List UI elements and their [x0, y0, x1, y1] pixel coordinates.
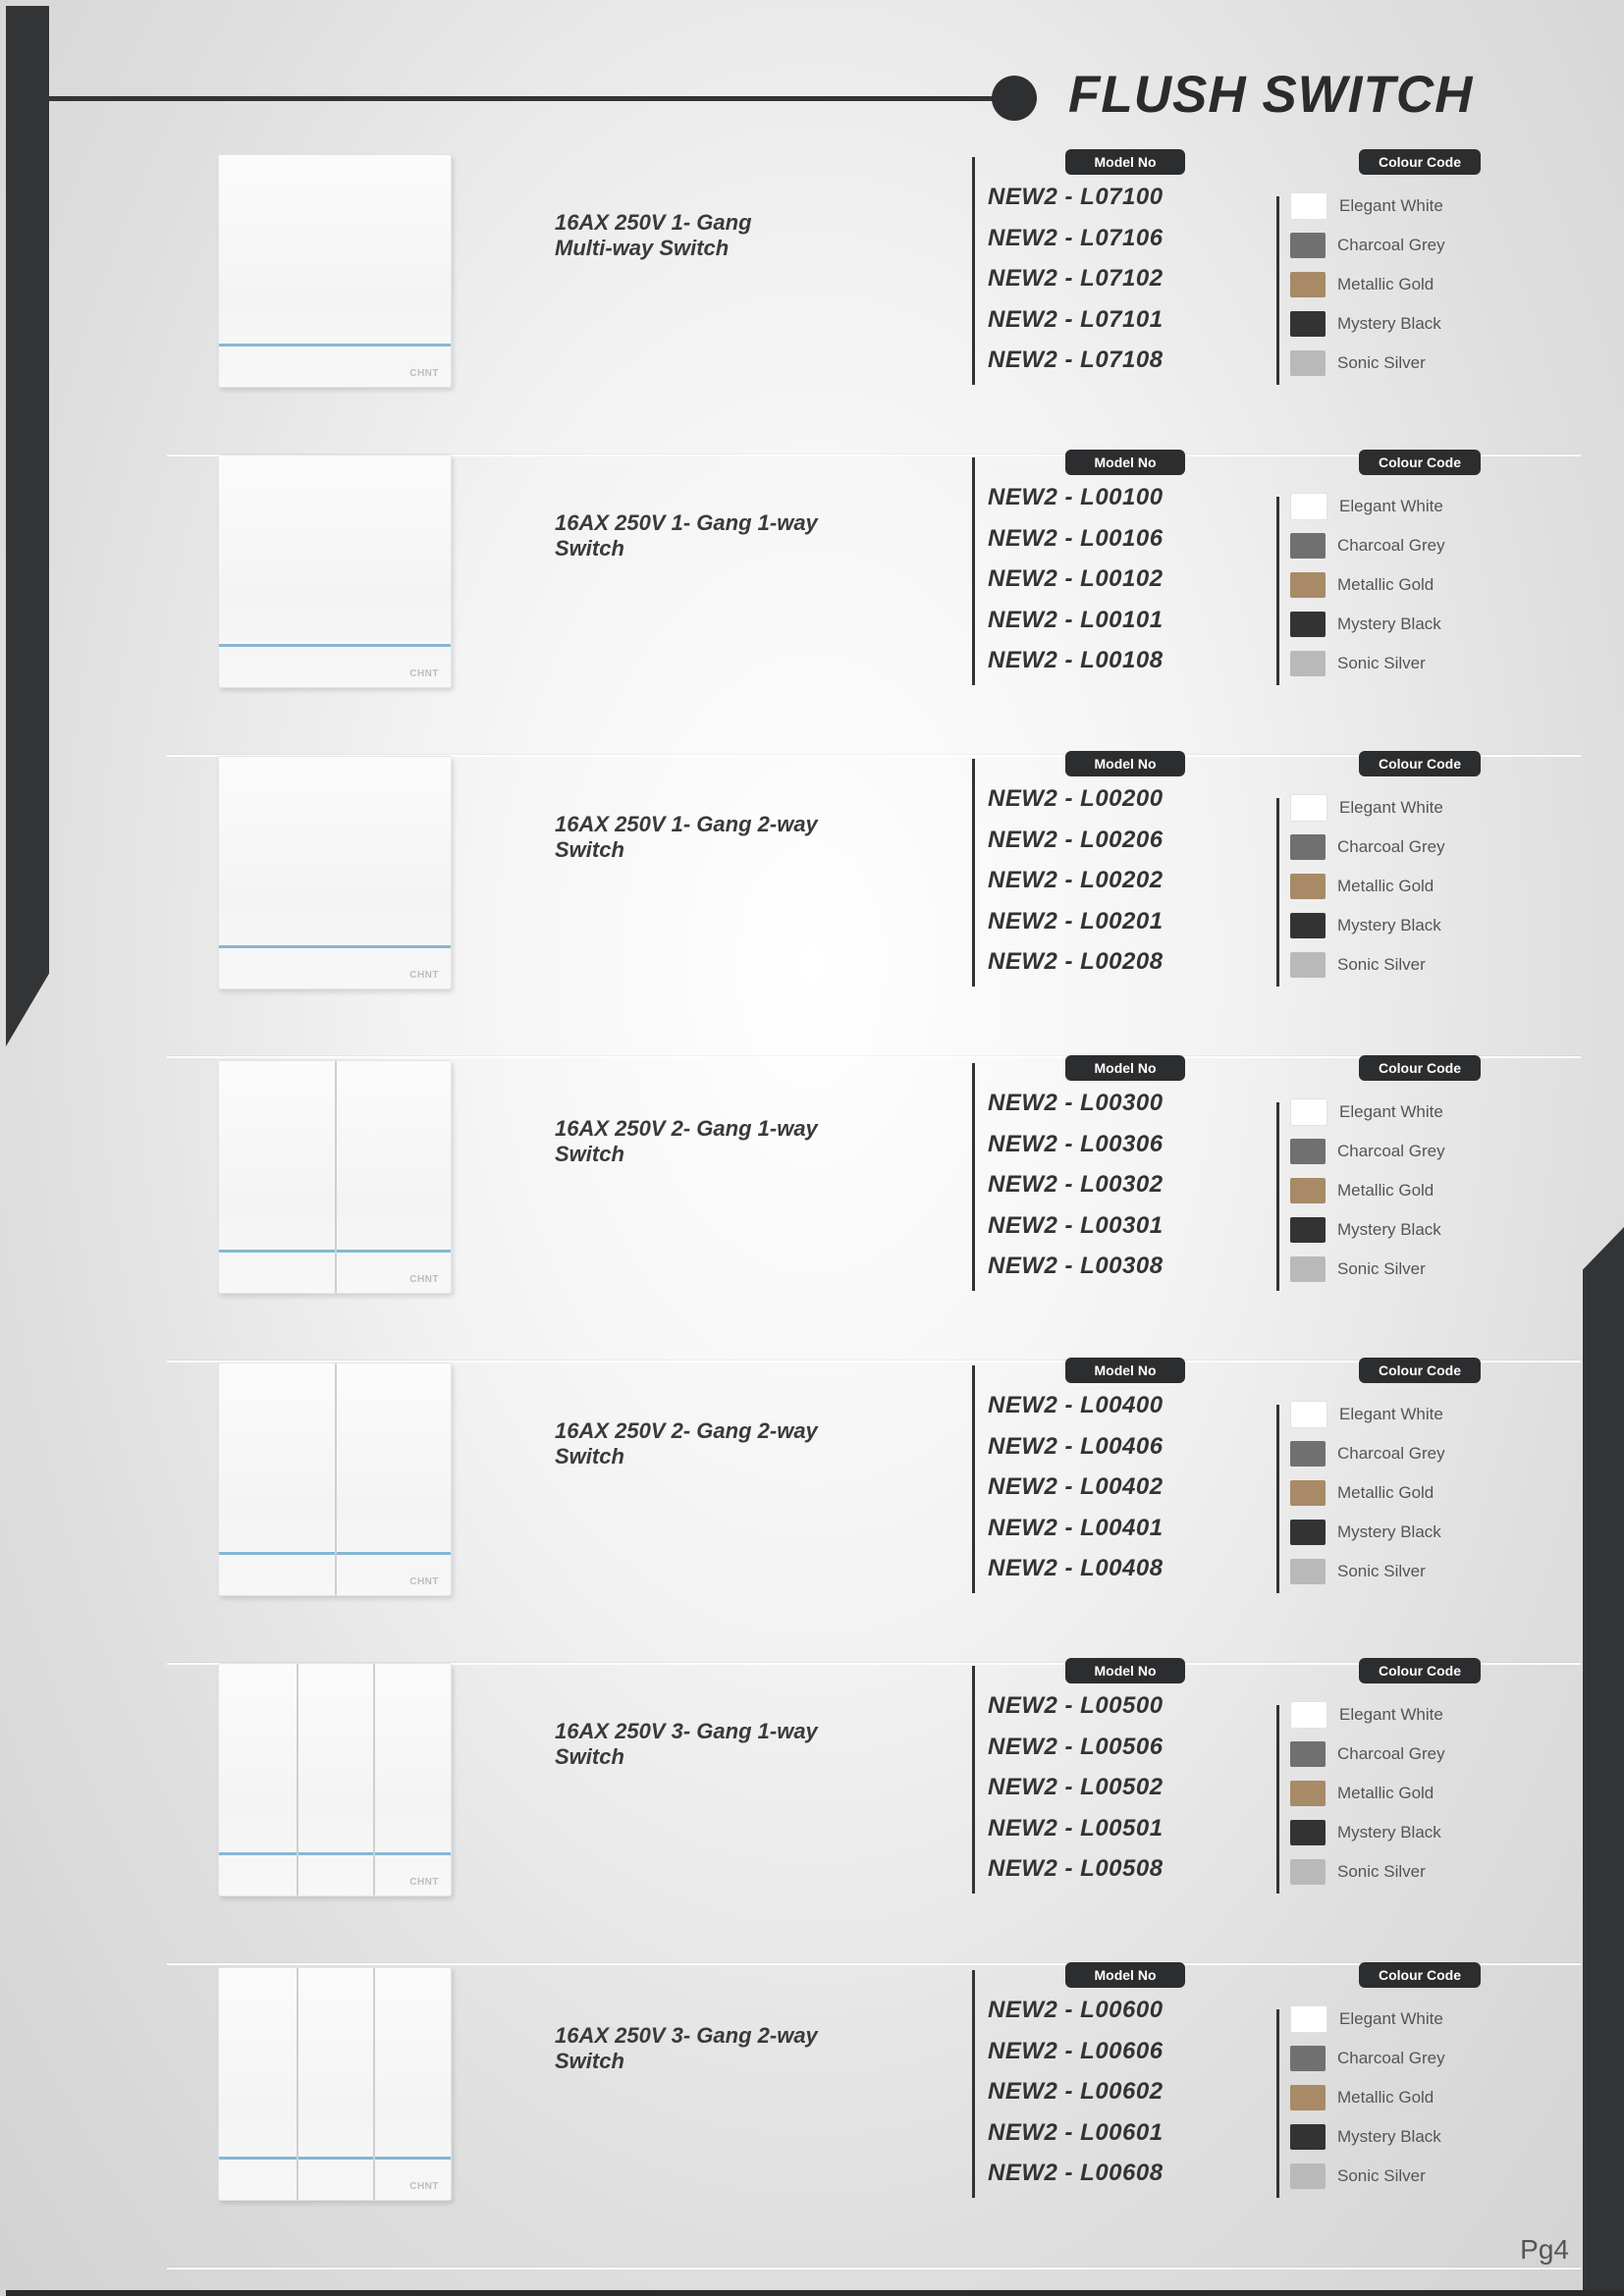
model-column-rule — [972, 1666, 975, 1894]
colour-swatch — [1290, 493, 1327, 520]
product-row-2 — [167, 450, 1581, 749]
colour-swatch — [1290, 1701, 1327, 1729]
colour-column-rule — [1276, 798, 1279, 987]
colour-code-badge: Colour Code — [1359, 751, 1481, 776]
colour-item — [1290, 1813, 1445, 1852]
colour-swatch — [1290, 1217, 1326, 1243]
product-row-3 — [167, 751, 1581, 1050]
model-column-rule — [972, 1063, 975, 1291]
brand-mark: CHNT — [409, 1877, 439, 1888]
model-list — [988, 1685, 1164, 1890]
colour-item — [1290, 2117, 1445, 2157]
colour-swatch — [1290, 1401, 1327, 1428]
model-number: NEW2 - L00201 — [988, 907, 1164, 934]
switch-indicator-line — [219, 644, 451, 647]
model-number: NEW2 - L00600 — [988, 1997, 1164, 2023]
switch-indicator-line — [219, 945, 451, 948]
colour-swatch — [1290, 1480, 1326, 1506]
gang-divider — [297, 1664, 298, 1896]
model-number: NEW2 - L00200 — [988, 785, 1164, 812]
colour-swatch — [1290, 2046, 1326, 2071]
model-column-rule — [972, 1970, 975, 2198]
colour-item — [1290, 828, 1445, 867]
gang-divider — [373, 1664, 375, 1896]
model-number: NEW2 - L07102 — [988, 265, 1164, 292]
brand-mark: CHNT — [409, 970, 439, 981]
model-number: NEW2 - L00308 — [988, 1253, 1164, 1279]
product-description: 16AX 250V 1- Gang 1-way Switch — [555, 510, 818, 561]
model-number: NEW2 - L00401 — [988, 1514, 1164, 1541]
colour-list — [1290, 1093, 1445, 1289]
colour-item — [1290, 1513, 1445, 1552]
model-list — [988, 477, 1164, 681]
model-number: NEW2 - L00108 — [988, 647, 1164, 673]
colour-swatch — [1290, 192, 1327, 220]
colour-item — [1290, 565, 1445, 605]
colour-item — [1290, 526, 1445, 565]
colour-swatch — [1290, 1178, 1326, 1203]
colour-swatch — [1290, 1859, 1326, 1885]
colour-swatch — [1290, 533, 1326, 559]
colour-code-badge: Colour Code — [1359, 149, 1481, 175]
colour-swatch — [1290, 311, 1326, 337]
model-number: NEW2 - L00601 — [988, 2118, 1164, 2146]
colour-name: Sonic Silver — [1337, 955, 1426, 974]
switch-image — [218, 1967, 452, 2201]
frame-bottom-bar — [6, 2290, 1624, 2296]
colour-item — [1290, 2157, 1445, 2196]
colour-item — [1290, 867, 1445, 906]
gang-divider — [297, 1968, 298, 2200]
colour-code-badge: Colour Code — [1359, 1658, 1481, 1683]
colour-item — [1290, 187, 1445, 226]
gang-divider — [335, 1363, 337, 1595]
colour-name: Sonic Silver — [1337, 1259, 1426, 1278]
model-number: NEW2 - L00506 — [988, 1733, 1164, 1760]
model-number: NEW2 - L07100 — [988, 184, 1164, 210]
switch-indicator-line — [219, 1852, 451, 1855]
colour-name: Metallic Gold — [1337, 575, 1435, 594]
colour-swatch — [1290, 612, 1326, 637]
model-number: NEW2 - L00302 — [988, 1171, 1164, 1198]
product-description: 16AX 250V 3- Gang 1-way Switch — [555, 1719, 818, 1769]
colour-swatch — [1290, 2005, 1327, 2033]
model-number: NEW2 - L00606 — [988, 2037, 1164, 2064]
model-no-badge: Model No — [1065, 751, 1185, 776]
model-list — [988, 778, 1164, 983]
model-number: NEW2 - L00100 — [988, 484, 1164, 510]
model-column — [972, 149, 1208, 387]
model-number: NEW2 - L00406 — [988, 1432, 1164, 1460]
colour-swatch — [1290, 834, 1326, 860]
colour-name: Mystery Black — [1337, 1220, 1441, 1239]
model-number: NEW2 - L00400 — [988, 1392, 1164, 1418]
colour-item — [1290, 304, 1445, 344]
header-bullet-icon — [992, 76, 1037, 121]
colour-item — [1290, 2039, 1445, 2078]
colour-swatch — [1290, 1098, 1327, 1126]
colour-name: Mystery Black — [1337, 1522, 1441, 1541]
colour-column-rule — [1276, 1405, 1279, 1593]
colour-list — [1290, 1395, 1445, 1591]
model-column — [972, 450, 1208, 687]
colour-name: Metallic Gold — [1337, 275, 1435, 294]
colour-column — [1276, 1055, 1492, 1293]
colour-name: Charcoal Grey — [1337, 2049, 1445, 2067]
switch-indicator-line — [219, 344, 451, 347]
colour-item — [1290, 1735, 1445, 1774]
colour-item — [1290, 1093, 1445, 1132]
colour-name: Elegant White — [1339, 196, 1443, 215]
model-column-rule — [972, 1365, 975, 1593]
colour-name: Elegant White — [1339, 497, 1443, 515]
model-no-badge: Model No — [1065, 149, 1185, 175]
brand-mark: CHNT — [409, 1576, 439, 1587]
model-column — [972, 751, 1208, 988]
colour-swatch — [1290, 913, 1326, 938]
colour-list — [1290, 187, 1445, 383]
brand-mark: CHNT — [409, 1274, 439, 1285]
model-number: NEW2 - L00602 — [988, 2078, 1164, 2105]
switch-image — [218, 1060, 452, 1294]
model-column-rule — [972, 157, 975, 385]
product-row-1 — [167, 149, 1581, 449]
colour-item — [1290, 945, 1445, 985]
model-column-rule — [972, 759, 975, 987]
switch-image — [218, 154, 452, 388]
model-number: NEW2 - L00206 — [988, 826, 1164, 853]
model-list — [988, 1990, 1164, 2194]
colour-code-badge: Colour Code — [1359, 1358, 1481, 1383]
switch-image — [218, 756, 452, 989]
colour-item — [1290, 487, 1445, 526]
colour-item — [1290, 1250, 1445, 1289]
product-row-5 — [167, 1358, 1581, 1657]
colour-item — [1290, 1852, 1445, 1892]
colour-swatch — [1290, 1520, 1326, 1545]
colour-name: Elegant White — [1339, 1405, 1443, 1423]
colour-item — [1290, 1774, 1445, 1813]
colour-name: Charcoal Grey — [1337, 236, 1445, 254]
model-number: NEW2 - L00306 — [988, 1130, 1164, 1157]
colour-name: Charcoal Grey — [1337, 837, 1445, 856]
colour-swatch — [1290, 1820, 1326, 1845]
colour-item — [1290, 1210, 1445, 1250]
colour-swatch — [1290, 2085, 1326, 2110]
colour-column — [1276, 149, 1492, 387]
model-no-badge: Model No — [1065, 1658, 1185, 1683]
model-column — [972, 1962, 1208, 2200]
colour-item — [1290, 265, 1445, 304]
colour-item — [1290, 1552, 1445, 1591]
model-number: NEW2 - L00500 — [988, 1692, 1164, 1719]
model-number: NEW2 - L07106 — [988, 224, 1164, 251]
colour-item — [1290, 906, 1445, 945]
colour-name: Elegant White — [1339, 1102, 1443, 1121]
colour-name: Mystery Black — [1337, 916, 1441, 934]
colour-item — [1290, 1434, 1445, 1473]
model-no-badge: Model No — [1065, 1055, 1185, 1081]
colour-swatch — [1290, 2163, 1326, 2189]
model-number: NEW2 - L00300 — [988, 1090, 1164, 1116]
gang-divider — [373, 1968, 375, 2200]
colour-list — [1290, 788, 1445, 985]
colour-item — [1290, 644, 1445, 683]
colour-swatch — [1290, 272, 1326, 297]
colour-list — [1290, 1695, 1445, 1892]
model-column — [972, 1055, 1208, 1293]
model-number: NEW2 - L00202 — [988, 867, 1164, 893]
colour-name: Elegant White — [1339, 1705, 1443, 1724]
model-number: NEW2 - L00301 — [988, 1211, 1164, 1239]
colour-name: Sonic Silver — [1337, 1562, 1426, 1580]
model-number: NEW2 - L00402 — [988, 1473, 1164, 1500]
model-number: NEW2 - L00508 — [988, 1855, 1164, 1882]
colour-swatch — [1290, 874, 1326, 899]
colour-column-rule — [1276, 497, 1279, 685]
colour-code-badge: Colour Code — [1359, 450, 1481, 475]
colour-swatch — [1290, 1741, 1326, 1767]
model-no-badge: Model No — [1065, 1358, 1185, 1383]
colour-column — [1276, 450, 1492, 687]
switch-image — [218, 454, 452, 688]
colour-item — [1290, 788, 1445, 828]
colour-name: Mystery Black — [1337, 2127, 1441, 2146]
colour-swatch — [1290, 1441, 1326, 1467]
gang-divider — [335, 1061, 337, 1293]
colour-name: Mystery Black — [1337, 614, 1441, 633]
model-number: NEW2 - L00408 — [988, 1555, 1164, 1581]
model-list — [988, 1385, 1164, 1589]
colour-swatch — [1290, 572, 1326, 598]
brand-mark: CHNT — [409, 2181, 439, 2192]
model-number: NEW2 - L00102 — [988, 565, 1164, 592]
colour-list — [1290, 2000, 1445, 2196]
colour-item — [1290, 1473, 1445, 1513]
colour-column-rule — [1276, 2009, 1279, 2198]
colour-name: Charcoal Grey — [1337, 1142, 1445, 1160]
header-rule — [49, 96, 1011, 101]
colour-swatch — [1290, 952, 1326, 978]
product-row-7 — [167, 1962, 1581, 2262]
colour-name: Sonic Silver — [1337, 654, 1426, 672]
colour-item — [1290, 605, 1445, 644]
colour-name: Charcoal Grey — [1337, 1444, 1445, 1463]
colour-item — [1290, 2078, 1445, 2117]
model-number: NEW2 - L00208 — [988, 948, 1164, 975]
switch-indicator-line — [219, 2157, 451, 2160]
model-no-badge: Model No — [1065, 450, 1185, 475]
model-number: NEW2 - L00502 — [988, 1774, 1164, 1800]
colour-item — [1290, 1132, 1445, 1171]
colour-item — [1290, 344, 1445, 383]
frame-right-bar — [1583, 1227, 1624, 2296]
colour-column — [1276, 1358, 1492, 1595]
colour-swatch — [1290, 1139, 1326, 1164]
switch-image — [218, 1362, 452, 1596]
model-number: NEW2 - L00101 — [988, 606, 1164, 633]
colour-item — [1290, 1695, 1445, 1735]
page-number: Pg4 — [1520, 2234, 1569, 2265]
colour-swatch — [1290, 1781, 1326, 1806]
colour-name: Elegant White — [1339, 798, 1443, 817]
colour-swatch — [1290, 794, 1327, 822]
model-list — [988, 177, 1164, 381]
colour-swatch — [1290, 1256, 1326, 1282]
colour-name: Charcoal Grey — [1337, 536, 1445, 555]
model-no-badge: Model No — [1065, 1962, 1185, 1988]
page-title: FLUSH SWITCH — [1068, 66, 1474, 124]
brand-mark: CHNT — [409, 368, 439, 379]
row-divider — [167, 2268, 1581, 2269]
colour-name: Mystery Black — [1337, 1823, 1441, 1842]
product-row-6 — [167, 1658, 1581, 1957]
switch-image — [218, 1663, 452, 1896]
model-column — [972, 1658, 1208, 1896]
model-number: NEW2 - L07101 — [988, 305, 1164, 333]
model-column-rule — [972, 457, 975, 685]
colour-name: Sonic Silver — [1337, 1862, 1426, 1881]
colour-column-rule — [1276, 196, 1279, 385]
colour-swatch — [1290, 651, 1326, 676]
product-description: 16AX 250V 3- Gang 2-way Switch — [555, 2023, 818, 2073]
colour-column-rule — [1276, 1102, 1279, 1291]
colour-code-badge: Colour Code — [1359, 1055, 1481, 1081]
colour-column — [1276, 1962, 1492, 2200]
product-description: 16AX 250V 2- Gang 1-way Switch — [555, 1116, 818, 1166]
model-number: NEW2 - L00608 — [988, 2160, 1164, 2186]
colour-swatch — [1290, 2124, 1326, 2150]
colour-name: Metallic Gold — [1337, 1181, 1435, 1200]
colour-list — [1290, 487, 1445, 683]
model-list — [988, 1083, 1164, 1287]
colour-item — [1290, 1171, 1445, 1210]
colour-name: Metallic Gold — [1337, 2088, 1435, 2107]
colour-item — [1290, 226, 1445, 265]
colour-name: Charcoal Grey — [1337, 1744, 1445, 1763]
colour-name: Metallic Gold — [1337, 1483, 1435, 1502]
colour-name: Elegant White — [1339, 2009, 1443, 2028]
colour-name: Mystery Black — [1337, 314, 1441, 333]
product-description: 16AX 250V 1- Gang Multi-way Switch — [555, 210, 752, 260]
product-description: 16AX 250V 1- Gang 2-way Switch — [555, 812, 818, 862]
colour-swatch — [1290, 350, 1326, 376]
model-number: NEW2 - L00501 — [988, 1814, 1164, 1842]
colour-name: Sonic Silver — [1337, 353, 1426, 372]
colour-column — [1276, 751, 1492, 988]
colour-name: Metallic Gold — [1337, 877, 1435, 895]
colour-item — [1290, 1395, 1445, 1434]
colour-name: Sonic Silver — [1337, 2166, 1426, 2185]
colour-column-rule — [1276, 1705, 1279, 1894]
colour-item — [1290, 2000, 1445, 2039]
model-number: NEW2 - L00106 — [988, 524, 1164, 552]
product-row-4 — [167, 1055, 1581, 1355]
colour-swatch — [1290, 233, 1326, 258]
colour-name: Metallic Gold — [1337, 1784, 1435, 1802]
brand-mark: CHNT — [409, 668, 439, 679]
model-column — [972, 1358, 1208, 1595]
colour-code-badge: Colour Code — [1359, 1962, 1481, 1988]
colour-column — [1276, 1658, 1492, 1896]
model-number: NEW2 - L07108 — [988, 347, 1164, 373]
product-description: 16AX 250V 2- Gang 2-way Switch — [555, 1418, 818, 1468]
colour-swatch — [1290, 1559, 1326, 1584]
frame-left-bar — [6, 6, 49, 1046]
